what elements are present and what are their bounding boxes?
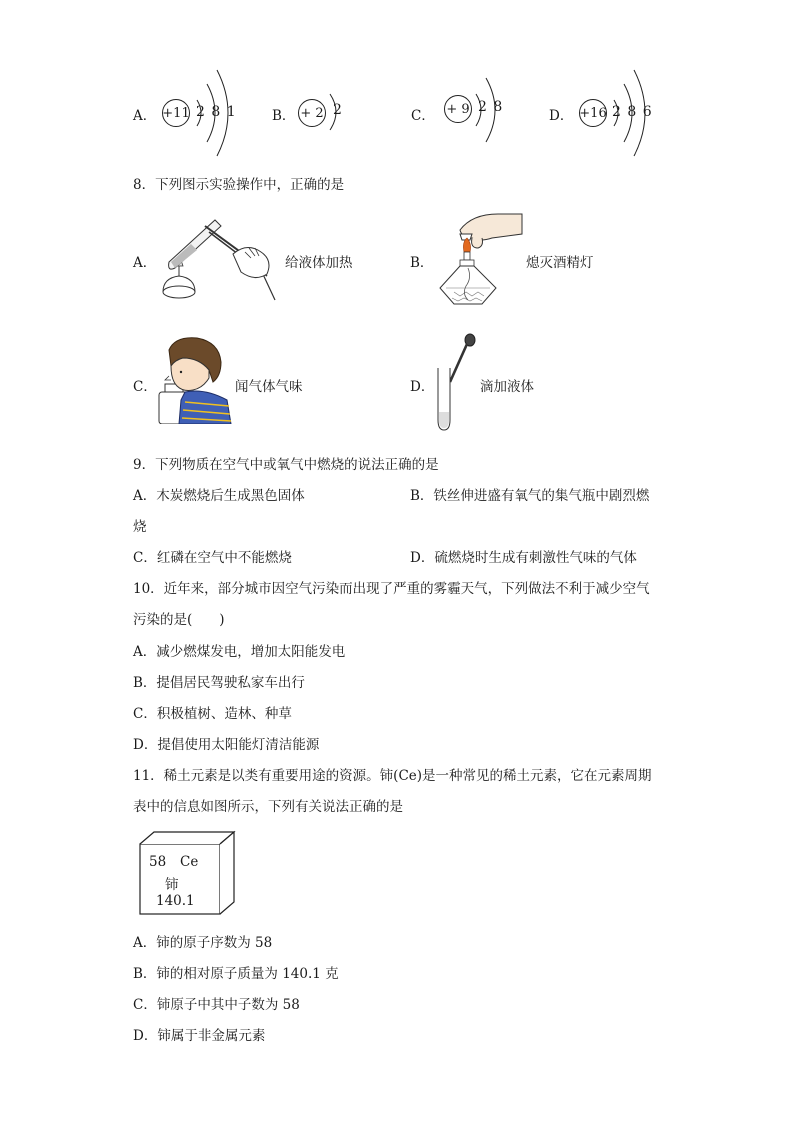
nucleus-d: +16 — [579, 99, 607, 127]
q7-option-d-letter: D． — [549, 108, 574, 124]
dropping-liquid-image — [430, 332, 480, 432]
element-atomic-number: 58 — [149, 854, 167, 870]
q7-option-a-letter: A． — [133, 108, 157, 124]
shell-electrons-d: 2 8 6 — [612, 104, 653, 120]
nucleus-b: + 2 — [298, 99, 326, 127]
nucleus-c: + 9 — [444, 95, 472, 123]
q8-stem: 8．下列图示实验操作中，正确的是 — [133, 177, 345, 193]
element-name: 铈 — [165, 877, 179, 893]
q8-option-b-caption: 熄灭酒精灯 — [526, 255, 594, 271]
extinguish-lamp-image — [432, 208, 524, 308]
element-atomic-mass: 140.1 — [156, 893, 195, 909]
q9-option-c: C．红磷在空气中不能燃烧 — [133, 550, 292, 566]
q9-option-a: A．木炭燃烧后生成黑色固体 — [133, 488, 305, 504]
nucleus-a: +11 — [162, 99, 190, 127]
q11-option-d: D．铈属于非金属元素 — [133, 1028, 266, 1044]
element-symbol: Ce — [180, 854, 199, 870]
q8-option-a-caption: 给液体加热 — [285, 255, 353, 271]
q10-option-d: D．提倡使用太阳能灯清洁能源 — [133, 737, 320, 753]
q9-option-b-continued: 烧 — [133, 519, 147, 535]
q10-option-b: B．提倡居民驾驶私家车出行 — [133, 675, 305, 691]
shell-electrons-c: 2 8 — [478, 99, 504, 115]
q8-option-c-caption: 闻气体气味 — [235, 379, 303, 395]
q8-option-d-caption: 滴加液体 — [480, 379, 534, 395]
q7-option-c-letter: C． — [411, 108, 435, 124]
q8-option-a-letter: A． — [133, 255, 157, 271]
q9-option-d: D．硫燃烧时生成有刺激性气味的气体 — [410, 550, 637, 566]
shell-electrons-b: 2 — [333, 102, 343, 118]
q11-option-b: B．铈的相对原子质量为 140.1 克 — [133, 966, 339, 982]
q10-stem-line2: 污染的是( ) — [133, 612, 225, 628]
q9-option-b: B．铁丝伸进盛有氧气的集气瓶中剧烈燃 — [410, 488, 650, 504]
q11-option-a: A．铈的原子序数为 58 — [133, 935, 273, 951]
q8-option-c-letter: C． — [133, 379, 157, 395]
q8-option-b-letter: B． — [410, 255, 434, 271]
shell-electrons-a: 2 8 1 — [196, 104, 237, 120]
q7-option-b-letter: B． — [272, 108, 296, 124]
q9-stem: 9．下列物质在空气中或氧气中燃烧的说法正确的是 — [133, 457, 439, 473]
q10-option-c: C．积极植树、造林、种草 — [133, 706, 292, 722]
q8-option-d-letter: D． — [410, 379, 435, 395]
q11-stem-line2: 表中的信息如图所示，下列有关说法正确的是 — [133, 799, 403, 815]
q10-option-a: A．减少燃煤发电，增加太阳能发电 — [133, 644, 346, 660]
smelling-gas-image — [155, 336, 233, 424]
q11-option-c: C．铈原子中其中子数为 58 — [133, 997, 300, 1013]
q10-stem-line1: 10．近年来，部分城市因空气污染而出现了严重的雾霾天气，下列做法不利于减少空气 — [133, 581, 650, 597]
q11-stem-line1: 11．稀土元素是以类有重要用途的资源。铈(Ce)是一种常见的稀土元素，它在元素周期 — [133, 768, 652, 784]
heating-liquid-image — [155, 212, 285, 304]
